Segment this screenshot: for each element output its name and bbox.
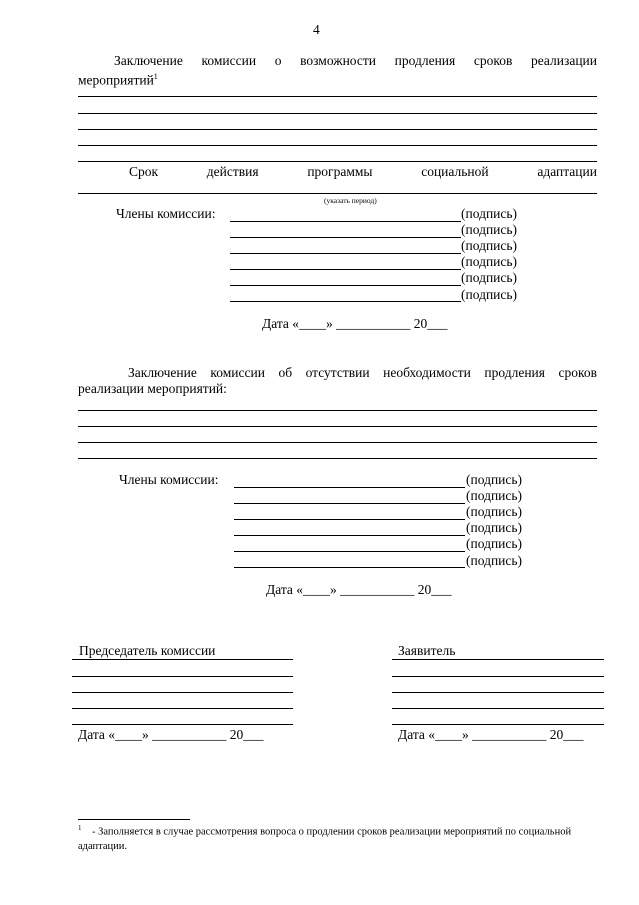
heading-word: Заключение (128, 365, 197, 380)
chairman-line[interactable] (72, 676, 293, 677)
footnote (78, 821, 599, 854)
period-line[interactable] (78, 193, 597, 194)
applicant-line[interactable] (392, 724, 604, 725)
signature-caption: (подпись) (461, 254, 518, 269)
section2-heading (128, 365, 597, 381)
footnote-marker: 1 (78, 824, 82, 832)
signature-line[interactable] (234, 487, 465, 488)
signature-caption: (подпись) (466, 553, 523, 568)
chairman-date-line[interactable]: Дата «____» ___________ 20___ (78, 727, 264, 742)
section2-heading-line2: реализации мероприятий: (78, 381, 227, 396)
signature-caption: (подпись) (461, 270, 518, 285)
signature-caption: (подпись) (466, 472, 523, 487)
program-period-label: Срок действия программы социальной адаптации (129, 164, 597, 179)
heading-word: сроков (473, 53, 513, 68)
date-line[interactable]: Дата «____» ___________ 20___ (262, 316, 448, 331)
fill-line[interactable] (78, 129, 597, 130)
fill-line[interactable] (78, 410, 597, 411)
members-label: Члены комиссии: (116, 206, 216, 221)
heading-word: об (278, 365, 293, 380)
period-hint: (указать период) (324, 196, 377, 205)
signature-line[interactable] (230, 221, 461, 222)
fill-line[interactable] (78, 145, 597, 146)
signature-line[interactable] (234, 535, 465, 536)
signature-line[interactable] (230, 269, 461, 270)
applicant-line[interactable] (392, 708, 604, 709)
heading-word: комиссии (210, 365, 265, 380)
applicant-line[interactable] (392, 692, 604, 693)
signature-line[interactable] (230, 301, 461, 302)
signature-line[interactable] (234, 551, 465, 552)
signature-line[interactable] (234, 519, 465, 520)
signature-line[interactable] (234, 503, 465, 504)
signature-caption: (подпись) (461, 238, 518, 253)
applicant-line[interactable] (392, 676, 604, 677)
chairman-line[interactable] (72, 724, 293, 725)
footnote-text: - Заполняется в случае рассмотрения вопроса о продлении сроков реализации мероприятий по социальной адаптации. (78, 826, 572, 852)
section1-heading (114, 53, 597, 69)
fill-line[interactable] (78, 458, 597, 459)
chairman-line[interactable] (72, 692, 293, 693)
fill-line[interactable] (78, 96, 597, 97)
signature-caption: (подпись) (461, 287, 518, 302)
signature-caption: (подпись) (466, 488, 523, 503)
signature-line[interactable] (234, 567, 465, 568)
applicant-date-line[interactable]: Дата «____» ___________ 20___ (398, 727, 584, 742)
heading-word: сроков (558, 365, 597, 380)
section1-heading-line2: мероприятий$^1$ (78, 72, 158, 88)
heading-word: необходимости (383, 365, 471, 380)
heading-word: Заключение (114, 53, 183, 68)
fill-line[interactable] (78, 113, 597, 114)
fill-line[interactable] (78, 426, 597, 427)
heading-word: возможности (300, 53, 376, 68)
applicant-line[interactable] (392, 659, 604, 660)
signature-caption: (подпись) (466, 504, 523, 519)
applicant-title: Заявитель (398, 643, 456, 658)
signature-line[interactable] (230, 237, 461, 238)
signature-caption: (подпись) (466, 536, 523, 551)
footnote-marker: 1 (153, 72, 158, 81)
heading-word: продления (394, 53, 456, 68)
signature-caption: (подпись) (466, 520, 523, 535)
footnote-separator (78, 819, 190, 820)
heading-word: комиссии (201, 53, 257, 68)
heading-word: о (274, 53, 282, 68)
chairman-line[interactable] (72, 708, 293, 709)
chairman-title: Председатель комиссии (79, 643, 216, 658)
page-number: 4 (313, 22, 320, 37)
signature-line[interactable] (230, 285, 461, 286)
heading-word: реализации (531, 53, 597, 68)
fill-line[interactable] (78, 442, 597, 443)
heading-word: продления (484, 365, 545, 380)
members-label: Члены комиссии: (119, 472, 219, 487)
chairman-line[interactable] (72, 659, 293, 660)
signature-caption: (подпись) (461, 206, 518, 221)
signature-line[interactable] (230, 253, 461, 254)
signature-caption: (подпись) (461, 222, 518, 237)
date-line[interactable]: Дата «____» ___________ 20___ (266, 582, 452, 597)
heading-word: отсутствии (305, 365, 370, 380)
fill-line[interactable] (78, 161, 597, 162)
